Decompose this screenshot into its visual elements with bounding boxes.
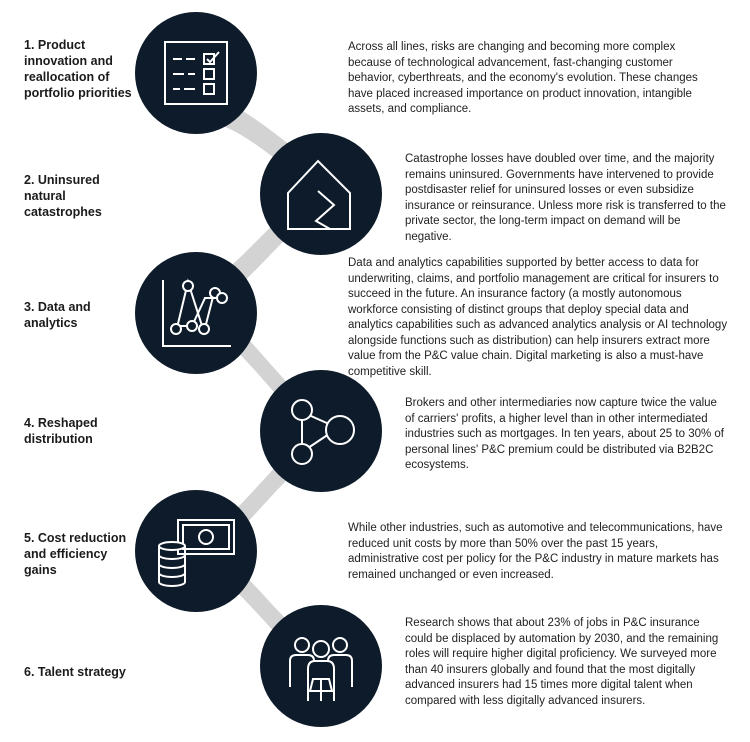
line-chart-icon: [135, 252, 257, 374]
step-4-circle: [260, 370, 382, 492]
step-1-description: Across all lines, risks are changing and becoming more complex because of technological advancement, fast-changing customer behavior, cyberthreats, and the economy's evolution. These changes have placed increased importance on product innovation, intangible assets, and compliance.: [348, 41, 698, 115]
step-1-label: 1. Product innovation and reallocation of portfolio priorities: [24, 38, 132, 100]
checklist-icon: [135, 12, 257, 134]
step-2-description: Catastrophe losses have doubled over time, and the majority remains uninsured. Governments have intervened to provide postdisaster relief for uninsured losses or even subsidize insurance or reinsurance. Unless more risk is transferred to the private sector, the long-term impact on demand will be negative.: [405, 153, 726, 243]
step-2-label: 2. Uninsured natural catastrophes: [24, 173, 102, 219]
money-coins-icon: [135, 490, 257, 612]
step-2-circle: [260, 133, 382, 255]
step-5-circle: [135, 490, 257, 612]
step-5-description: While other industries, such as automotive and telecommunications, have reduced unit costs by more than 50% over the past 15 years, administrative cost per policy for the P&C industry in mature markets has remained unchanged or even increased.: [348, 522, 723, 581]
house-lightning-icon: [260, 133, 382, 255]
step-5-label: 5. Cost reduction and efficiency gains: [24, 531, 127, 577]
step-4-label: 4. Reshaped distribution: [24, 416, 98, 446]
network-icon: [260, 370, 382, 492]
people-group-icon: [260, 605, 382, 727]
step-1-circle: [135, 12, 257, 134]
step-3-circle: [135, 252, 257, 374]
step-3-label: 3. Data and analytics: [24, 300, 91, 330]
step-6-label: 6. Talent strategy: [24, 665, 126, 679]
step-3-description: Data and analytics capabilities supported by better access to data for underwriting, claims, and portfolio management are critical for insurers to succeed in the future. An insurance factory (a mostly autonomous workforce consisting of distinct groups that deploy special data and analytics capabilities such as advanced analytics analysis or AI technology alongside functions such as distribution) can help insurers extract more value from the P&C value chain. Digital marketing is also a must-have competitive skill.: [348, 257, 728, 378]
step-4-description: Brokers and other intermediaries now capture twice the value of carriers' profits, a higher level than in other intermediated industries such as mortgages. In ten years, about 25 to 30% of personal lines' P&C premium could be distributed via B2B2C ecosystems.: [405, 397, 724, 471]
step-6-description: Research shows that about 23% of jobs in P&C insurance could be displaced by automation by 2030, and the remaining roles will require higher digital proficiency. We surveyed more than 40 insurers globally and found that the most digitally advanced insurers had 15 times more digital talent when compared with less digitally advanced insurers.: [405, 617, 719, 707]
step-6-circle: [260, 605, 382, 727]
